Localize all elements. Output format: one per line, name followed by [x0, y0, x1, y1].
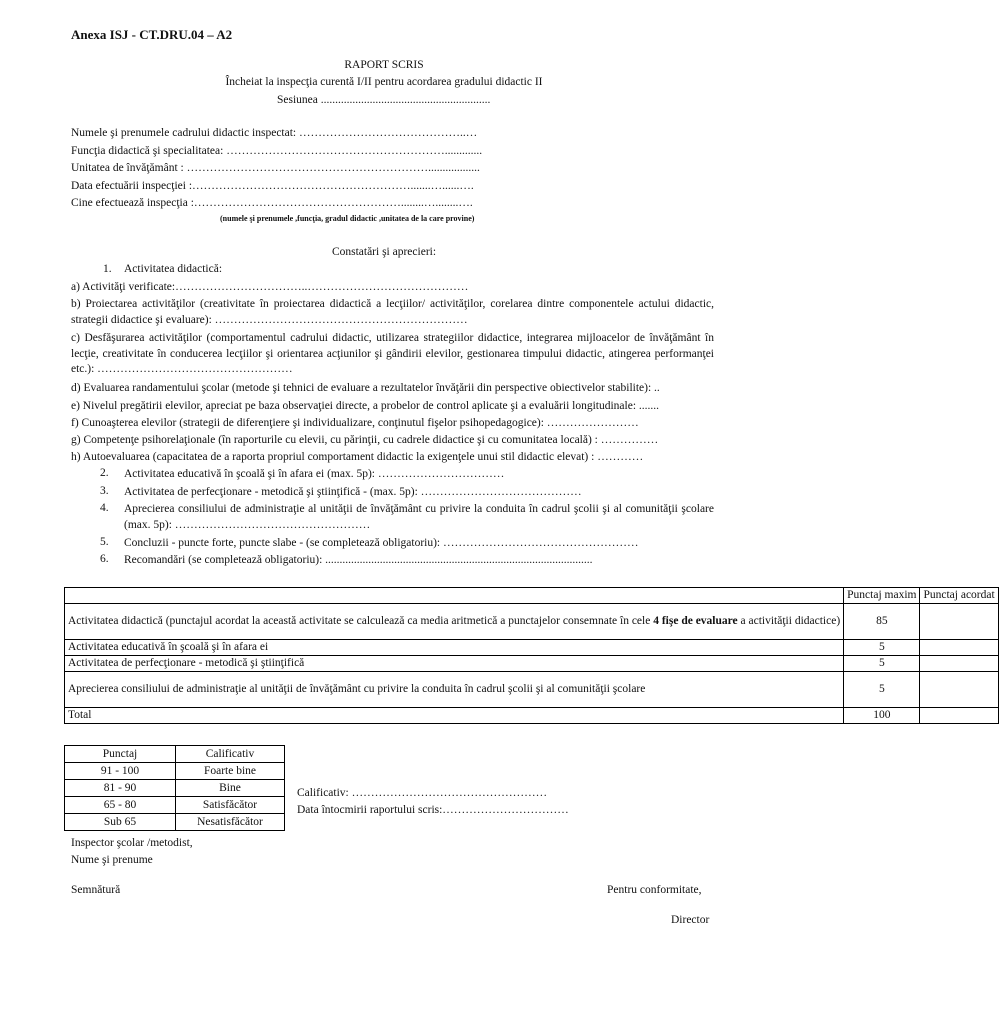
score-row-educativa-label: Activitatea educativă în şcoală şi în afara ei	[65, 640, 844, 656]
score-row-didactic-awarded[interactable]	[920, 604, 998, 640]
section-6-text: Recomandări (se completează obligatoriu): .............................................................................................	[124, 554, 593, 566]
section-1-label: Activitatea didactică:	[124, 263, 223, 275]
score-header-row	[65, 588, 999, 604]
qualification-table	[64, 745, 285, 831]
qual-header-grade: Calificativ	[176, 746, 285, 763]
qual-row	[65, 814, 285, 831]
item-e: e) Nivelul pregătirii elevilor, apreciat pe baza observaţiei directe, a probelor de control aplicate şi a evaluării longitudinale: .......	[71, 400, 660, 412]
conformity-label: Pentru conformitate,	[607, 884, 702, 896]
qual-header-score: Punctaj	[65, 746, 176, 763]
score-header-max: Punctaj maxim	[844, 588, 920, 604]
qual-row-grade: Satisfăcător	[176, 797, 285, 814]
section-5-number: 5.	[100, 536, 109, 548]
report-title: RAPORT SCRIS	[344, 59, 424, 71]
field-date: Data efectuării inspecţiei :………………………………………………….......…......….	[71, 180, 474, 192]
section-3-text: Activitatea de perfecţionare - metodică şi ştiinţifică - (max. 5p): ……………………………………	[124, 486, 582, 498]
score-row-consiliu-label: Aprecierea consiliului de administraţie al unităţii de învăţământ cu privire la conduita în cadrul şcolii şi al comunităţii şcolare	[65, 672, 844, 708]
score-row-perfectionare	[65, 656, 999, 672]
annex-code: Anexa ISJ - CT.DRU.04 – A2	[71, 27, 233, 42]
section-3-number: 3.	[100, 485, 109, 497]
item-b: b) Proiectarea activităţilor (creativitate în proiectarea didactică a lecţiilor/ activităţilor, corelarea dintre componentele actului didactic, strategii didactice şi evaluare): …………………………………………………………	[71, 298, 714, 326]
calificativ-line: Calificativ: ……………………………………………	[297, 787, 548, 799]
name-label: Nume şi prenume	[71, 854, 153, 866]
score-header-awarded: Punctaj acordat	[920, 588, 998, 604]
score-row-consiliu-awarded[interactable]	[920, 672, 998, 708]
score-row-didactic	[65, 604, 999, 640]
score-row-total	[65, 708, 999, 724]
score-row-consiliu	[65, 672, 999, 708]
score-row-educativa-max: 5	[844, 640, 920, 656]
item-d: d) Evaluarea randamentului şcolar (metode şi tehnici de evaluare a rezultatelor învăţării din perspective obiectivelor stabilite): ..	[71, 382, 660, 394]
score-row-didactic-label	[65, 604, 844, 640]
qual-row-score: 91 - 100	[65, 763, 176, 780]
score-row-perfectionare-max: 5	[844, 656, 920, 672]
field-school: Unitatea de învăţământ : ………………………………………………………..................	[71, 162, 480, 174]
qual-header-row	[65, 746, 285, 763]
section-5-text: Concluzii - puncte forte, puncte slabe - (se completează obligatoriu): ……………………………………………	[124, 537, 639, 549]
section-2-number: 2.	[100, 467, 109, 479]
score-row-total-label: Total	[65, 708, 844, 724]
score-row-educativa-awarded[interactable]	[920, 640, 998, 656]
score-row-total-awarded[interactable]	[920, 708, 998, 724]
item-g: g) Competenţe psihorelaţionale (în raporturile cu elevii, cu părinţii, cu cadrele didactice şi cu comunitatea locală) : ……………	[71, 434, 659, 446]
signature-label: Semnătură	[71, 884, 121, 896]
qual-row-score: 65 - 80	[65, 797, 176, 814]
score-row-didactic-bold: 4 fişe de evaluare	[653, 615, 738, 628]
section-1-number: 1.	[103, 263, 112, 275]
field-inspector: Cine efectuează inspecţia :………………………………………………........…........….	[71, 197, 473, 209]
score-row-perfectionare-label: Activitatea de perfecţionare - metodică şi ştiinţifică	[65, 656, 844, 672]
findings-heading: Constatări şi aprecieri:	[331, 246, 437, 258]
qual-row	[65, 763, 285, 780]
qual-row	[65, 797, 285, 814]
field-teacher-name: Numele şi prenumele cadrului didactic inspectat: ……………………………………..…	[71, 127, 478, 139]
qual-row-score: 81 - 90	[65, 780, 176, 797]
inspector-label: Inspector şcolar /metodist,	[71, 837, 193, 849]
session-line: Sesiunea ...........................................................	[277, 94, 491, 106]
section-2-text: Activitatea educativă în şcoală şi în afara ei (max. 5p): ……………………………	[124, 468, 505, 480]
item-f: f) Cunoaşterea elevilor (strategii de diferenţiere şi individualizare, conţinutul fişelor psihopedagogice): ……………………	[71, 417, 639, 429]
score-header-empty	[65, 588, 844, 604]
section-4-number: 4.	[100, 502, 109, 514]
score-row-educativa	[65, 640, 999, 656]
item-a: a) Activităţi verificate:……………………………..……………………………………	[71, 281, 469, 293]
score-row-total-max: 100	[844, 708, 920, 724]
section-4-text: Aprecierea consiliului de administraţie al unităţii de învăţământ cu privire la conduita în cadrul şcolii şi al comunităţii şcolare (max. 5p): ……………………………………………	[124, 503, 714, 531]
qual-row-score: Sub 65	[65, 814, 176, 831]
qual-row-grade: Bine	[176, 780, 285, 797]
field-note: (numele şi prenumele ,funcţia, gradul didactic ,unitatea de la care provine)	[220, 214, 475, 223]
score-row-consiliu-max: 5	[844, 672, 920, 708]
report-date-line: Data întocmirii raportului scris:……………………………	[297, 804, 569, 816]
report-subtitle: Încheiat la inspecţia curentă I/II pentru acordarea gradului didactic II	[225, 76, 543, 88]
qual-row-grade: Nesatisfăcător	[176, 814, 285, 831]
director-label: Director	[671, 914, 710, 926]
qual-row-grade: Foarte bine	[176, 763, 285, 780]
item-h: h) Autoevaluarea (capacitatea de a raporta propriul comportament didactic la exigenţele unui stil didactic elevat) : …………	[71, 451, 644, 463]
field-function: Funcţia didactică şi specialitatea: ………………………………………………….............	[71, 145, 483, 157]
item-c: c) Desfăşurarea activităţilor (comportamentul cadrului didactic, utilizarea strategiilor didactice, integrarea mijloacelor de învăţământ în lecţie, creativitate în conducerea lecţiilor şi orientarea acţiunilor şi gândirii elevilor, gestionarea timpului didactic, atingerea performanţei etc.): ……………………………………………	[71, 332, 714, 376]
score-row-didactic-tail: a activităţii didactice)	[737, 615, 841, 628]
score-row-perfectionare-awarded[interactable]	[920, 656, 998, 672]
score-row-didactic-text: Activitatea didactică (punctajul acordat la această activitate se calculează ca media aritmetică a punctajelor consemnate în cele	[68, 615, 654, 628]
score-row-didactic-max: 85	[844, 604, 920, 640]
qual-row	[65, 780, 285, 797]
section-6-number: 6.	[100, 553, 109, 565]
score-table	[64, 587, 999, 724]
